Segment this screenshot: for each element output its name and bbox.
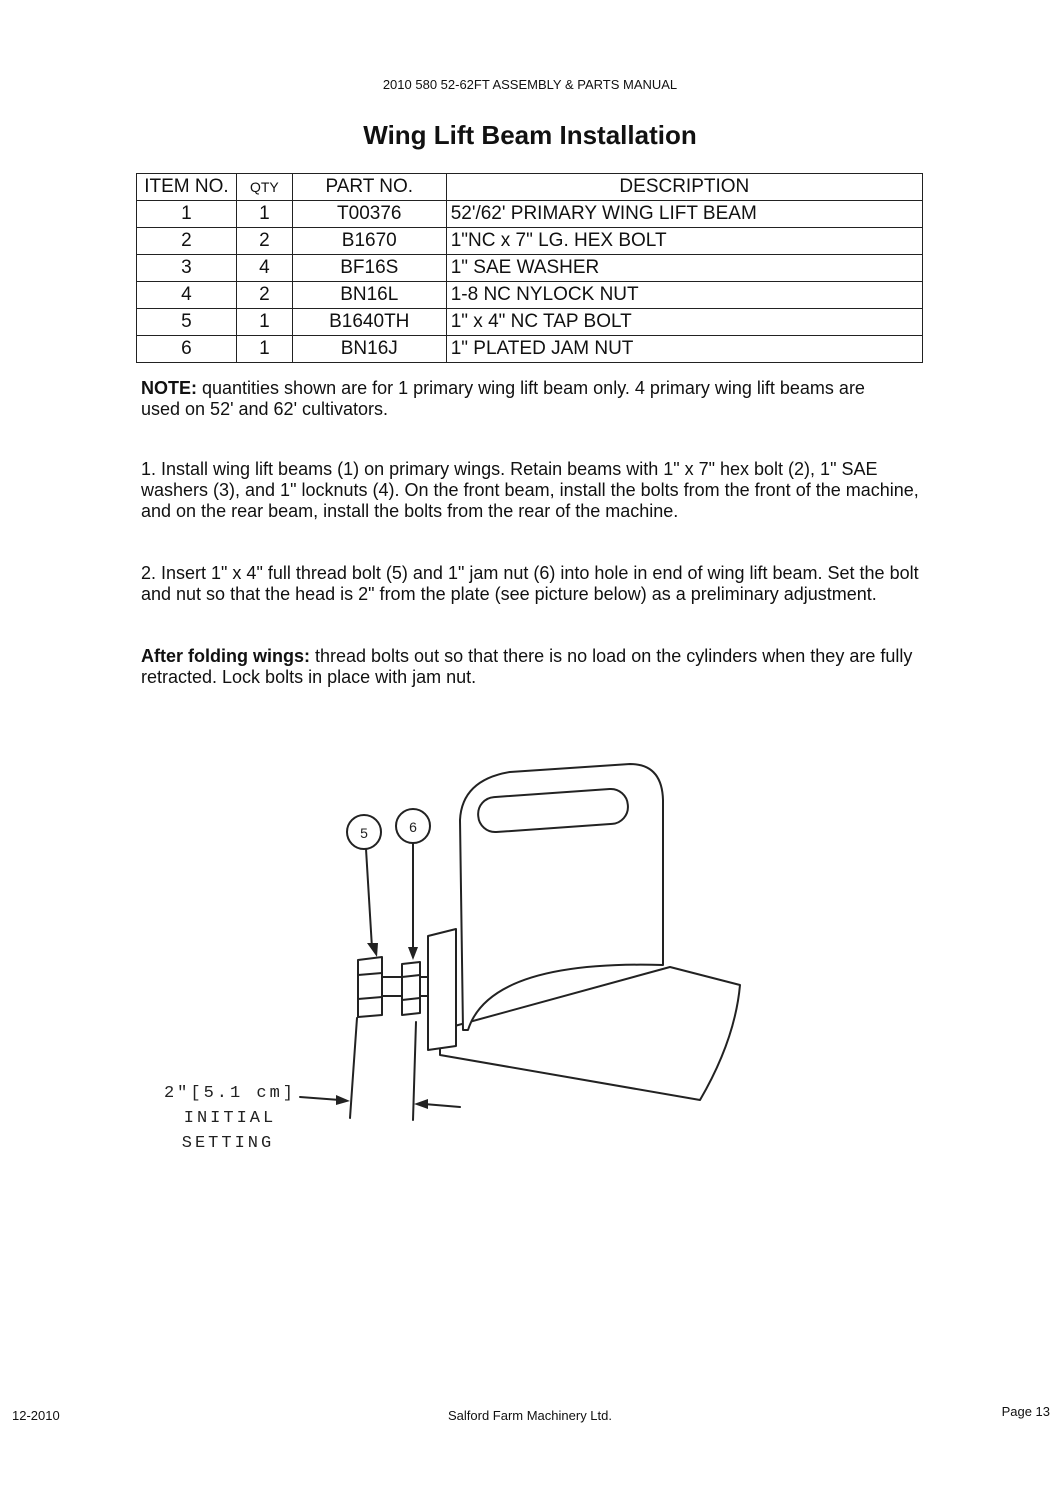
- jam-nut: [402, 962, 420, 1015]
- col-description: DESCRIPTION: [446, 174, 922, 201]
- footer-date: 12-2010: [12, 1408, 60, 1423]
- cell-desc: 52'/62' PRIMARY WING LIFT BEAM: [446, 201, 922, 228]
- cell-desc: 1" PLATED JAM NUT: [446, 336, 922, 363]
- col-qty: QTY: [236, 174, 292, 201]
- cell-part: BN16L: [292, 282, 446, 309]
- step-1-paragraph: 1. Install wing lift beams (1) on primary wings. Retain beams with 1" x 7" hex bolt (2), 1" SAE washers (3), and 1" locknuts (4). On the front beam, install the bolts from the front of the machine, and on the rear beam, install the bolts from the rear of the machine.: [141, 459, 919, 521]
- note-label: NOTE:: [141, 378, 197, 398]
- cell-desc: 1" SAE WASHER: [446, 255, 922, 282]
- beam-end-plate: [428, 929, 456, 1050]
- cell-item: 5: [137, 309, 237, 336]
- cell-item: 1: [137, 201, 237, 228]
- note-text: quantities shown are for 1 primary wing lift beam only. 4 primary wing lift beams are used on 52' and 62' cultivators.: [141, 378, 865, 419]
- cell-qty: 1: [236, 309, 292, 336]
- cell-part: T00376: [292, 201, 446, 228]
- page-title: Wing Lift Beam Installation: [363, 120, 697, 150]
- cell-part: B1670: [292, 228, 446, 255]
- col-part-no: PART NO.: [292, 174, 446, 201]
- after-folding-label: After folding wings:: [141, 646, 310, 666]
- cell-part: BN16J: [292, 336, 446, 363]
- balloon-5-label: 5: [360, 825, 368, 841]
- cell-desc: 1"NC x 7" LG. HEX BOLT: [446, 228, 922, 255]
- cell-item: 2: [137, 228, 237, 255]
- dimension-label-line1: 2"[5.1 cm]: [163, 1084, 297, 1103]
- balloon-6-label: 6: [409, 819, 417, 835]
- cell-qty: 2: [236, 228, 292, 255]
- dimension-label-line3: SETTING: [181, 1134, 275, 1153]
- cell-qty: 2: [236, 282, 292, 309]
- cell-qty: 1: [236, 201, 292, 228]
- cell-qty: 1: [236, 336, 292, 363]
- cell-qty: 4: [236, 255, 292, 282]
- cell-part: BF16S: [292, 255, 446, 282]
- cell-item: 6: [137, 336, 237, 363]
- cell-part: B1640TH: [292, 309, 446, 336]
- cell-desc: 1-8 NC NYLOCK NUT: [446, 282, 922, 309]
- cell-item: 3: [137, 255, 237, 282]
- footer-company: Salford Farm Machinery Ltd.: [447, 1408, 612, 1423]
- dimension-label-line2: INITIAL: [183, 1109, 277, 1128]
- cell-item: 4: [137, 282, 237, 309]
- manual-header: 2010 580 52-62FT ASSEMBLY & PARTS MANUAL: [382, 77, 678, 92]
- footer-page-number: Page 13: [1001, 1404, 1050, 1419]
- col-item-no: ITEM NO.: [137, 174, 237, 201]
- after-folding-text: thread bolts out so that there is no load on the cylinders when they are fully retracted. Lock bolts in place with jam nut.: [141, 646, 913, 687]
- cell-desc: 1" x 4" NC TAP BOLT: [446, 309, 922, 336]
- bolt-head: [358, 957, 382, 1017]
- step-2-paragraph: 2. Insert 1" x 4" full thread bolt (5) and 1" jam nut (6) into hole in end of wing lift beam. Set the bolt and nut so that the head is 2" from the plate (see picture below) as a preliminary adjustment.: [141, 563, 919, 604]
